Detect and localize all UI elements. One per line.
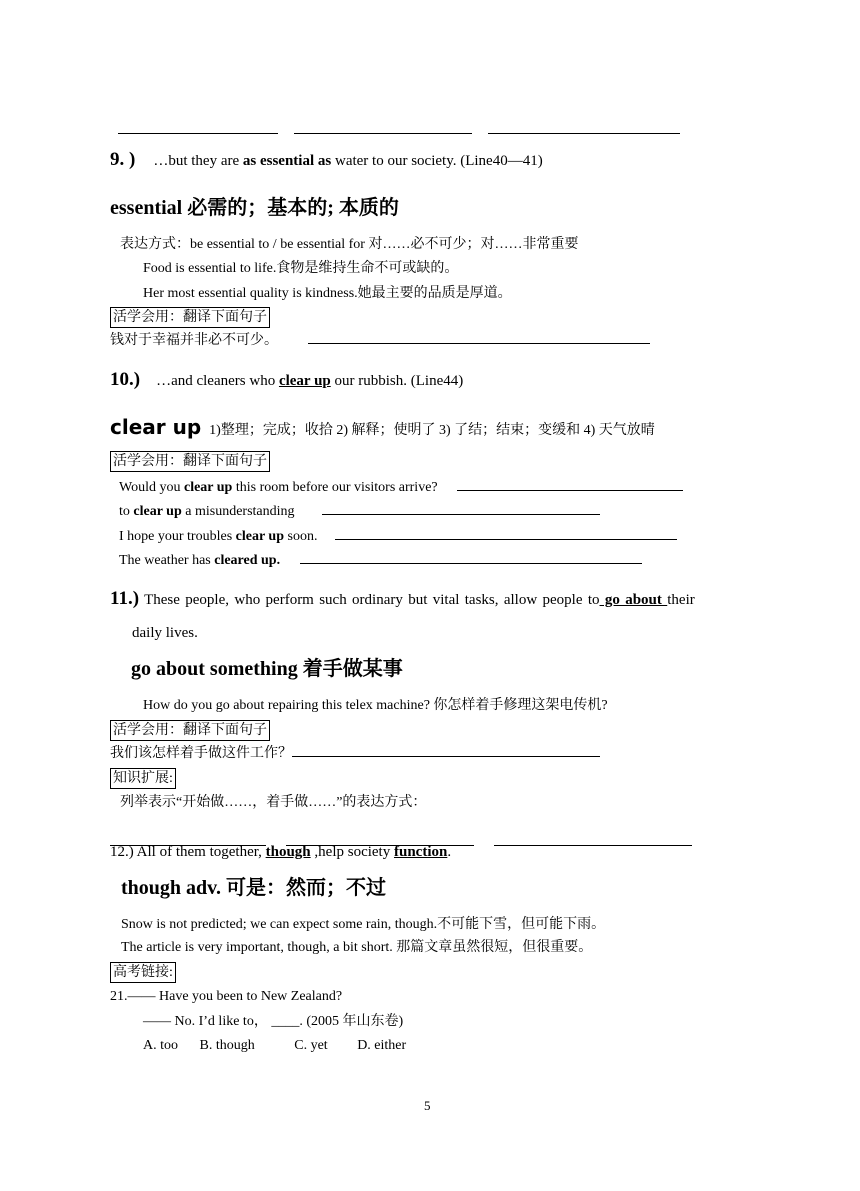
example: Food is essential to life.食物是维持生命不可或缺的。 <box>143 261 459 276</box>
gaokao-label: 高考链接: <box>110 962 176 983</box>
item-number: 11.) <box>110 588 140 609</box>
sentence-10 <box>110 368 463 392</box>
example: Her most essential quality is kindness.她最主要的品质是厚道。 <box>143 286 512 301</box>
sentence-12: 12.) All of them together, though ,help society function. <box>110 844 452 860</box>
top-answer-lines <box>118 121 680 139</box>
heading-essential: essential 必需的；基本的; 本质的 <box>110 197 399 219</box>
answer-blank[interactable] <box>322 502 600 515</box>
expand-text: 列举表示“开始做……，着手做……”的表达方式： <box>120 795 427 810</box>
answer-blank[interactable] <box>300 551 642 564</box>
exercise-line: to clear up a misunderstanding <box>119 502 600 522</box>
answer-options <box>143 1036 406 1056</box>
example: The article is very important, though, a bit short. 那篇文章虽然很短，但很重要。 <box>121 940 593 955</box>
practice-label: 活学会用：翻译下面句子 <box>110 451 270 472</box>
option[interactable]: C. yet <box>294 1038 328 1053</box>
answer-line <box>118 133 278 134</box>
practice-label: 活学会用：翻译下面句子 <box>110 720 270 741</box>
practice-label: 活学会用：翻译下面句子 <box>110 307 270 328</box>
sentence-11 <box>110 587 754 611</box>
quote-text: …but they are as essential as water to our society. (Line40—41) <box>153 153 543 169</box>
heading-though: though adv. 可是：然而；不过 <box>121 877 387 899</box>
question-line: —— No. I’d like to， ____. (2005 年山东卷) <box>143 1014 404 1029</box>
answer-line[interactable] <box>494 845 692 846</box>
option[interactable]: B. though <box>199 1038 255 1053</box>
practice-sentence: 钱对于幸福并非必不可少。 <box>110 331 650 351</box>
item-number: 10.) <box>110 369 141 390</box>
answer-blank[interactable] <box>292 744 600 757</box>
answer-blank[interactable] <box>457 478 683 491</box>
option[interactable]: D. either <box>357 1038 407 1053</box>
answer-blank[interactable] <box>308 331 650 344</box>
exercise-line: I hope your troubles clear up soon. <box>119 527 677 547</box>
expression: 表达方式：be essential to / be essential for 对……必不可少；对……非常重要 <box>120 237 579 252</box>
sentence-9 <box>110 148 543 172</box>
answer-blank[interactable] <box>335 527 677 540</box>
quote-text: These people, who perform such ordinary but vital tasks, allow people to go about their <box>139 592 695 608</box>
sentence-11-continued: daily lives. <box>132 625 198 641</box>
question-line: 21.—— Have you been to New Zealand? <box>110 989 343 1004</box>
answer-line <box>294 133 472 134</box>
exercise-line: Would you clear up this room before our visitors arrive? <box>119 478 683 498</box>
page-number: 5 <box>424 1098 431 1113</box>
example: Snow is not predicted; we can expect some rain, though.不可能下雪，但可能下雨。 <box>121 917 606 932</box>
option[interactable]: A. too <box>143 1038 178 1053</box>
exercise-line: The weather has cleared up. <box>119 551 642 571</box>
quote-text: …and cleaners who clear up our rubbish. (Line44) <box>156 373 464 389</box>
heading-clear-up: clear up 1)整理；完成；收拾 2) 解释；使明了 3) 了结；结束；变缓和 4) 天气放晴 <box>110 415 655 439</box>
expand-label: 知识扩展: <box>110 768 176 789</box>
example: How do you go about repairing this telex machine? 你怎样着手修理这架电传机? <box>143 698 608 713</box>
heading-go-about: go about something 着手做某事 <box>131 658 403 680</box>
answer-line <box>488 133 680 134</box>
item-number: 9. ) <box>110 149 136 170</box>
practice-sentence: 我们该怎样着手做这件工作？ <box>110 744 600 764</box>
